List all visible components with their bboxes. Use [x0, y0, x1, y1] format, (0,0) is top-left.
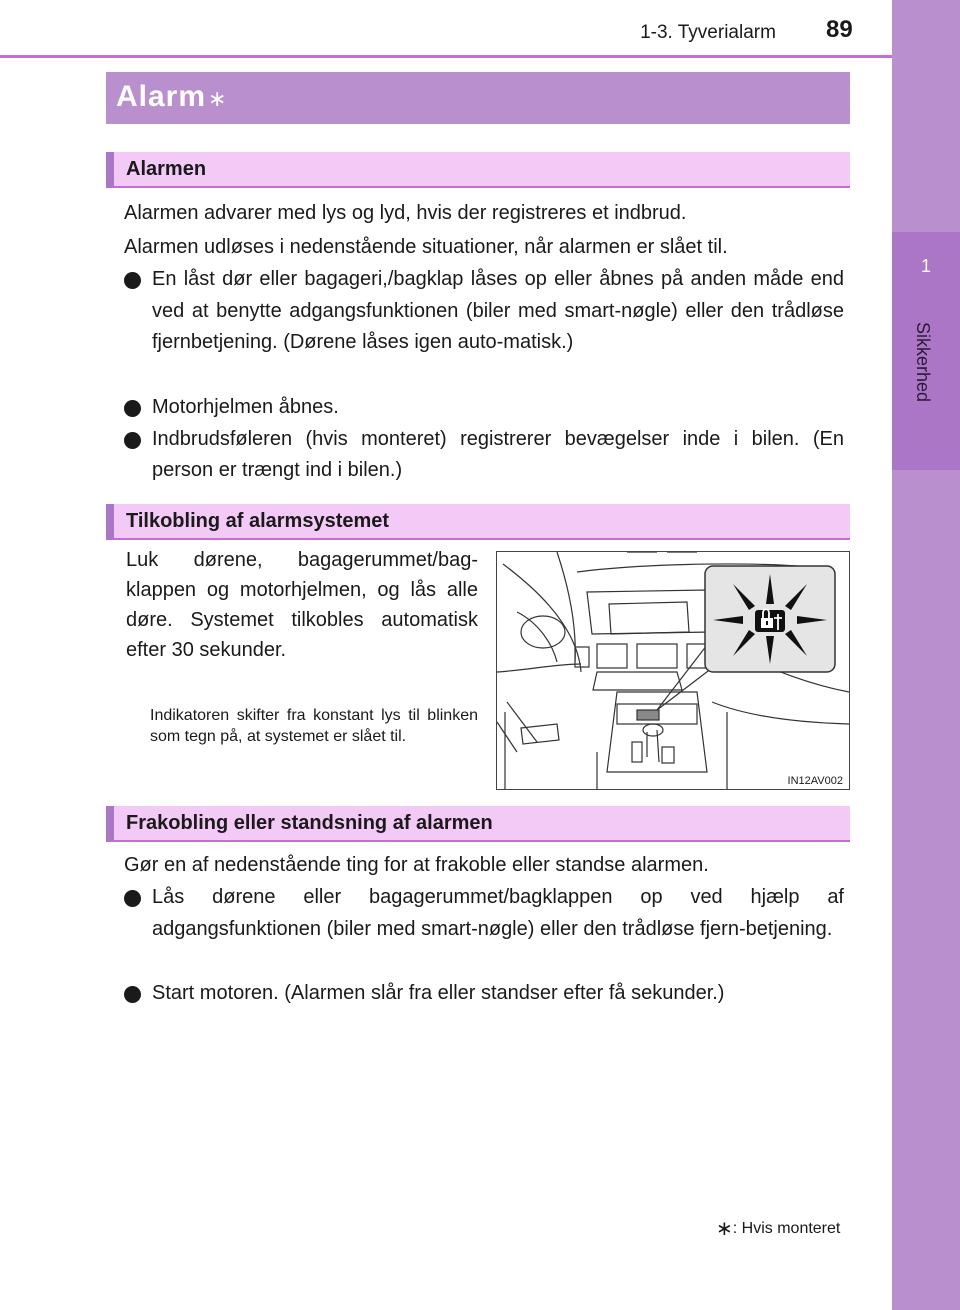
bullet-icon	[124, 266, 144, 286]
bullet-item: Lås dørene eller bagagerummet/bagklappen op ved hjælp af adgangsfunktionen (biler med smart-nøgle) eller den trådløse fjern-betjening.	[152, 886, 844, 940]
chapter-number: 1	[920, 256, 931, 276]
side-bar	[892, 0, 960, 1310]
paragraph: Alarmen udløses i nedenstående situationer, når alarmen er slået til.	[124, 236, 728, 258]
header-rule	[0, 55, 892, 58]
page-title-text: Alarm	[116, 80, 207, 113]
note-text: Indikatoren skifter fra konstant lys til blinken som tegn på, at systemet er slået til.	[150, 707, 478, 745]
bullet-icon	[124, 394, 144, 414]
footnote	[716, 1214, 840, 1239]
bullet-icon	[124, 980, 144, 1000]
section-header-alarmen	[106, 152, 850, 188]
bullet-icon	[124, 884, 144, 904]
bullet-item: En låst dør eller bagageri,/bagklap låses op eller åbnes på anden måde end ved at benytte adgangsfunktionen (biler med smart-nøgle) eller den trådløse fjernbetjening. (Dørene låses igen auto-matisk.)	[152, 268, 844, 353]
dashboard-illustration	[497, 552, 849, 789]
section-header-frakobling	[106, 806, 850, 842]
paragraph: Luk dørene, bagagerummet/bag-klappen og motorhjelmen, og lås alle døre. Systemet tilkobles automatisk efter 30 sekunder.	[126, 549, 478, 661]
section-heading: Tilkobling af alarmsystemet	[126, 510, 390, 532]
paragraph: Alarmen advarer med lys og lyd, hvis der registreres et indbrud.	[124, 202, 687, 224]
bullet-item: Start motoren. (Alarmen slår fra eller standser efter få sekunder.)	[152, 982, 725, 1004]
paragraph: Gør en af nedenstående ting for at frakoble eller standse alarmen.	[124, 854, 709, 876]
bullet-icon	[124, 426, 144, 446]
running-header: 1-3. Tyverialarm	[640, 22, 776, 43]
bullet-item: Indbrudsføleren (hvis monteret) registrerer bevægelser inde i bilen. (En person er trængt ind i bilen.)	[152, 428, 844, 481]
dashboard-figure	[496, 551, 850, 790]
section-heading: Frakobling eller standsning af alarmen	[126, 812, 493, 834]
section-header-tilkobling	[106, 504, 850, 540]
footnote-text: : Hvis monteret	[732, 1220, 841, 1237]
page-number: 89	[826, 16, 853, 43]
section-heading: Alarmen	[126, 158, 207, 180]
bullet-item: Motorhjelmen åbnes.	[152, 396, 339, 418]
chapter-label: Sikkerhed	[913, 322, 933, 403]
page-title	[116, 80, 227, 114]
title-bar	[106, 72, 850, 124]
title-asterisk: ∗	[208, 86, 228, 111]
footnote-asterisk: ∗	[716, 1218, 733, 1240]
figure-code: IN12AV002	[787, 775, 843, 787]
